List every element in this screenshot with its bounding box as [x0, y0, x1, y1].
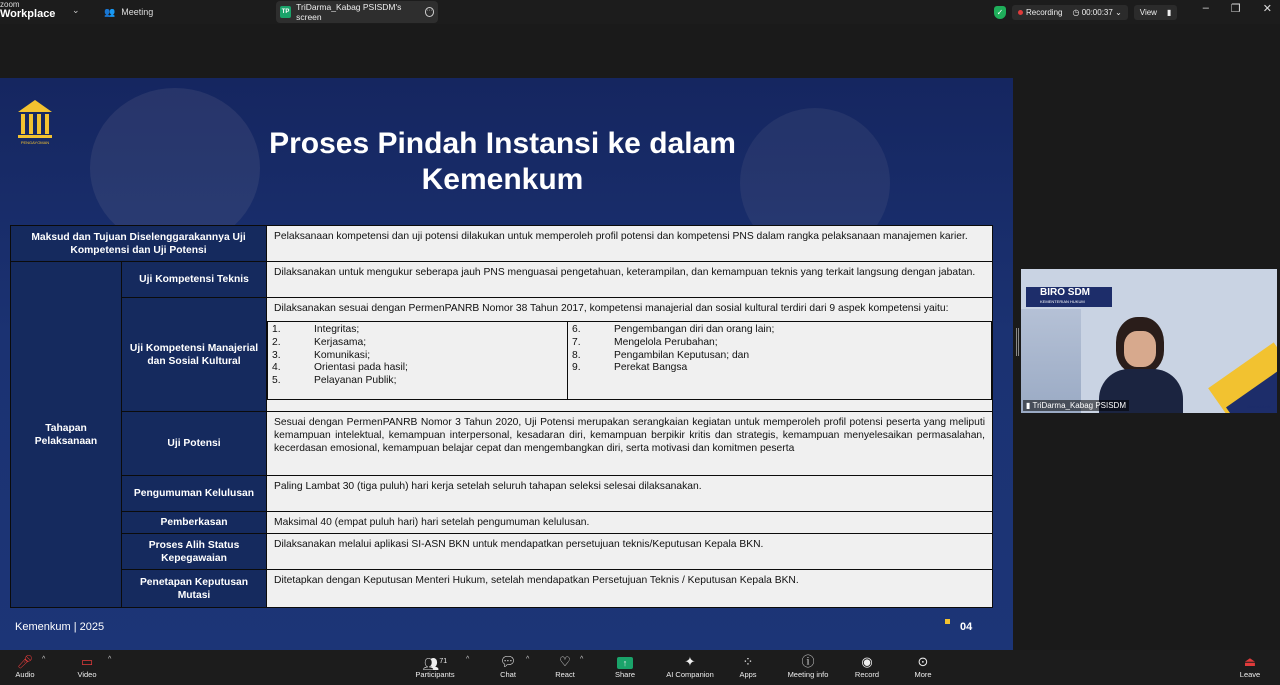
- aspect-text: Pengembangan diri dan orang lain;: [614, 324, 775, 335]
- aspect-item: [272, 350, 563, 363]
- aspects-right-list: [568, 322, 992, 400]
- table-row: [11, 570, 993, 608]
- table-row: [11, 512, 993, 534]
- chevron-down-icon[interactable]: ⌄: [72, 5, 80, 15]
- logo-caption: PENGAYOMAN: [20, 140, 50, 145]
- window-controls: [1203, 2, 1272, 15]
- participants-icon: 👥︎$^{71}$: [422, 656, 448, 672]
- intro-text-cell: Pelaksanaan kompetensi dan uji potensi dilakukan untuk memperoleh profil potensi dan kompetensi PNS dalam rangka pelaksanaan manajemen karier.: [267, 226, 993, 262]
- minimize-icon[interactable]: –: [1202, 2, 1209, 14]
- share-label: Share: [614, 670, 635, 679]
- row-label-cell: Penetapan Keputusan Mutasi: [122, 570, 267, 608]
- aspect-item: [272, 362, 563, 375]
- panel-resize-handle[interactable]: [1016, 328, 1019, 356]
- screen-share-tab-label: TriDarma_Kabag PSISDM's screen: [296, 2, 402, 22]
- chat-label: Chat: [500, 670, 516, 679]
- participant-face: [1124, 331, 1156, 367]
- aspect-text: Komunikasi;: [314, 349, 371, 361]
- share-button[interactable]: [612, 654, 638, 679]
- ai-companion-button[interactable]: [662, 654, 718, 679]
- aspect-text: Perekat Bangsa: [614, 362, 688, 374]
- more-button[interactable]: [911, 654, 935, 679]
- slide-title: Proses Pindah Instansi ke dalam Kemenkum: [269, 127, 736, 196]
- participants-label: Participants: [415, 670, 455, 679]
- pengayoman-logo-icon: [12, 98, 58, 146]
- row-text: Dilaksanakan sesuai dengan PermenPANRB Nomor 38 Tahun 2017, kompetensi manajerial dan sosial kultural terdiri dari 9 aspek kompetensi yaitu:: [274, 303, 949, 314]
- aspect-number: 6.: [572, 324, 581, 335]
- close-icon[interactable]: ✕: [1262, 3, 1272, 15]
- chevron-down-icon: ⌄: [1115, 7, 1122, 17]
- row-text-cell: Dilaksanakan melalui aplikasi SI-ASN BKN untuk mendapatkan persetujuan teknis/Keputusan Kepala BKN.: [267, 534, 993, 570]
- ai-companion-label: AI Companion: [666, 670, 714, 679]
- video-banner-title: BIRO SDM: [1040, 287, 1090, 298]
- aspect-number: 2.: [272, 336, 281, 348]
- row-label-cell: Proses Alih Status Kepegawaian: [122, 534, 267, 570]
- video-label: Video: [77, 670, 97, 679]
- signal-bars-icon: ▮: [1026, 401, 1031, 410]
- table-row: [11, 412, 993, 476]
- heart-icon: ♡: [559, 654, 571, 669]
- leave-button[interactable]: [1237, 654, 1263, 679]
- table-row: [11, 298, 993, 412]
- aspect-number: 8.: [572, 349, 581, 361]
- building-background: [1021, 309, 1081, 413]
- clock-icon: ◷: [1072, 7, 1080, 17]
- row-label-cell: Pemberkasan: [122, 512, 267, 534]
- leave-label: Leave: [1239, 670, 1261, 679]
- aspect-item: [572, 337, 987, 350]
- aspect-item: [272, 324, 563, 337]
- row-text-cell: Maksimal 40 (empat puluh hari) hari setelah pengumuman kelulusan.: [267, 512, 993, 534]
- aspect-number: 4.: [272, 362, 281, 374]
- participant-name: ▮ TriDarma_Kabag PSISDM: [1023, 400, 1129, 411]
- view-button[interactable]: [1134, 5, 1178, 20]
- meeting-tab-label: Meeting: [121, 7, 154, 17]
- app-brand[interactable]: [0, 0, 90, 24]
- react-label: React: [555, 670, 575, 679]
- meeting-info-label: Meeting info: [787, 670, 829, 679]
- row-label-cell: Uji Kompetensi Teknis: [122, 262, 267, 298]
- table-row: [11, 476, 993, 512]
- berakhlak-label: BerAKHLAK: [1247, 404, 1271, 409]
- more-options-icon[interactable]: ⋯: [425, 7, 434, 17]
- meeting-stage: [0, 24, 1280, 650]
- background-photo-figure: [90, 88, 260, 248]
- competency-cell: [267, 298, 993, 412]
- row-label-cell: Pengumuman Kelulusan: [122, 476, 267, 512]
- record-icon: ◉: [861, 654, 873, 669]
- row-text-cell: Dilaksanakan untuk mengukur seberapa jauh PNS menguasai pengetahuan, keterampilan, dan kemampuan teknis yang terkait langsung dengan jabatan.: [267, 262, 993, 298]
- microphone-muted-icon: 🎤︎: [16, 654, 34, 669]
- recording-area: [994, 2, 1177, 22]
- camera-off-icon: ▭: [80, 654, 94, 669]
- intro-label-cell: Maksud dan Tujuan Diselenggarakannya Uji Kompetensi dan Uji Potensi: [11, 226, 267, 262]
- title-bar: [0, 0, 1280, 24]
- brand-label: Workplace: [0, 8, 56, 20]
- screen-share-tab[interactable]: [276, 1, 438, 23]
- group-label-cell: Tahapan Pelaksanaan: [11, 262, 122, 608]
- shared-slide: [0, 78, 1013, 652]
- recording-dot-icon: [1018, 10, 1023, 15]
- row-text-cell: Ditetapkan dengan Keputusan Menteri Hukum, setelah mendapatkan Persetujuan Teknis / Keputusan Kepala BKN.: [267, 570, 993, 608]
- meeting-info-button[interactable]: [784, 654, 832, 679]
- people-icon: 👥: [104, 6, 116, 17]
- apps-label: Apps: [739, 670, 757, 679]
- aspect-item: [572, 362, 987, 375]
- sharer-avatar: TP: [280, 6, 291, 18]
- participants-button[interactable]: [410, 654, 460, 679]
- more-label: More: [914, 670, 932, 679]
- aspect-item: [272, 375, 563, 388]
- apps-button[interactable]: [736, 654, 760, 679]
- sparkle-icon: ✦: [684, 654, 696, 669]
- share-screen-icon: ↑: [612, 654, 638, 670]
- info-icon: ⓘ: [801, 654, 815, 669]
- table-row: [11, 262, 993, 298]
- brand-small-label: zoom: [0, 0, 20, 9]
- react-button[interactable]: [553, 654, 577, 679]
- aspect-number: 9.: [572, 362, 581, 374]
- slide-page-number: 04: [960, 621, 973, 633]
- recording-label: Recording: [1026, 7, 1063, 17]
- aspect-item: [572, 350, 987, 363]
- recording-timer: 00:00:37: [1081, 7, 1113, 17]
- aspect-text: Kerjasama;: [314, 336, 367, 348]
- row-label-cell: Uji Potensi: [122, 412, 267, 476]
- aspect-text: Orientasi pada hasil;: [314, 362, 408, 374]
- meeting-tab[interactable]: [104, 3, 153, 21]
- more-icon: ⊙: [917, 654, 929, 669]
- page-marker: [945, 619, 950, 624]
- audio-button[interactable]: [12, 654, 38, 679]
- chat-icon: 💬︎: [499, 654, 517, 669]
- aspect-item: [572, 324, 987, 337]
- shield-check-icon[interactable]: ✓: [994, 6, 1006, 19]
- audio-label: Audio: [15, 670, 35, 679]
- video-banner-subtitle: KEMENTERIAN HUKUM: [1040, 299, 1085, 304]
- table-row: [11, 534, 993, 570]
- record-label: Record: [854, 670, 880, 679]
- slide-footer: Kemenkum | 2025: [15, 621, 105, 633]
- record-button[interactable]: [853, 654, 881, 679]
- recording-status[interactable]: [1012, 5, 1128, 20]
- aspect-text: Integritas;: [314, 324, 360, 335]
- aspect-text: Pengambilan Keputusan; dan: [614, 349, 750, 361]
- aspects-table: [267, 321, 992, 400]
- video-options-caret[interactable]: ^: [108, 656, 112, 663]
- view-layout-icon: ▮: [1166, 7, 1172, 17]
- aspect-number: 3.: [272, 349, 281, 361]
- video-button[interactable]: [75, 654, 99, 679]
- aspect-number: 5.: [272, 375, 281, 387]
- aspect-number: 7.: [572, 336, 581, 348]
- aspects-left-list: [268, 322, 568, 400]
- table-row: [11, 226, 993, 262]
- react-options-caret[interactable]: ^: [580, 656, 584, 663]
- row-text-cell: Sesuai dengan PermenPANRB Nomor 3 Tahun 2020, Uji Potensi merupakan serangkaian kegiatan untuk memperoleh profil potensi peserta yang meliputi kemampuan intelektual, kemampuan interpersonal, kesadaran diri, kemampuan berpikir kritis dan strategis, kemampuan menyelesaikan permasalahan, kecerdasan emosional, kemampuan belajar cepat dan mengembangkan diri, serta motivasi dan komitmen peserta: [267, 412, 993, 476]
- aspect-text: Pelayanan Publik;: [314, 375, 397, 387]
- apps-icon: ⁘: [742, 654, 754, 669]
- participants-options-caret[interactable]: ^: [466, 656, 470, 663]
- leave-icon: ⏏: [1243, 654, 1257, 669]
- aspect-item: [272, 337, 563, 350]
- row-text-cell: Paling Lambat 30 (tiga puluh) hari kerja setelah seluruh tahapan seleksi selesai dilaksanakan.: [267, 476, 993, 512]
- chat-options-caret[interactable]: ^: [526, 656, 530, 663]
- video-banner: [1026, 287, 1112, 307]
- participant-video-tile[interactable]: [1021, 269, 1277, 413]
- aspect-text: Mengelola Perubahan;: [614, 336, 718, 348]
- row-label-cell: Uji Kompetensi Manajerial dan Sosial Kultural: [122, 298, 267, 412]
- meeting-toolbar: [0, 650, 1280, 685]
- chat-button[interactable]: [496, 654, 520, 679]
- process-table: [10, 225, 993, 608]
- restore-icon[interactable]: ❐: [1230, 3, 1241, 15]
- view-label: View: [1139, 7, 1157, 17]
- aspect-number: 1.: [272, 324, 281, 335]
- audio-options-caret[interactable]: ^: [42, 656, 46, 663]
